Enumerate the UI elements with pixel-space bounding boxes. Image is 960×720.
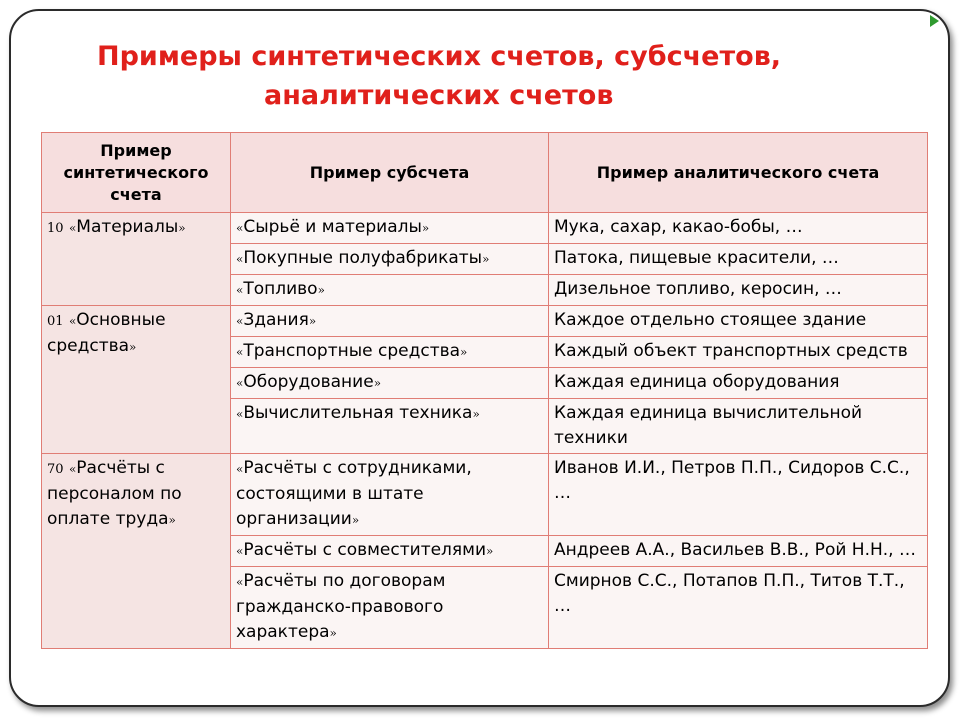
analytic-cell: Патока, пищевые красители, … (549, 244, 928, 275)
title-line-1: Примеры синтетических счетов, субсчетов, (97, 41, 782, 72)
analytic-cell: Андреев А.А., Васильев В.В., Рой Н.Н., … (549, 536, 928, 567)
analytic-cell: Каждый объект транспортных средств (549, 337, 928, 368)
analytic-cell: Дизельное топливо, керосин, … (549, 275, 928, 306)
synthetic-account-cell: 01 «Основные средства» (42, 306, 231, 454)
triangle-bullet-icon (930, 15, 939, 27)
accounts-table (41, 132, 928, 649)
analytic-cell: Иванов И.И., Петров П.П., Сидоров С.С., … (549, 454, 928, 536)
title-line-2: аналитических счетов (264, 80, 614, 111)
subaccount-cell: «Топливо» (231, 275, 549, 306)
synthetic-number: 10 (47, 221, 64, 236)
subaccount-cell: «Расчёты по договорам гражданско-правового характера» (231, 567, 549, 649)
table-row (42, 454, 928, 536)
subaccount-cell: «Сырьё и материалы» (231, 213, 549, 244)
synthetic-number: 70 (47, 462, 64, 477)
analytic-cell: Каждая единица вычислительной техники (549, 399, 928, 454)
analytic-cell: Каждое отдельно стоящее здание (549, 306, 928, 337)
analytic-cell: Смирнов С.С., Потапов П.П., Титов Т.Т., … (549, 567, 928, 649)
synthetic-name: Материалы (76, 217, 179, 237)
header-synthetic: Пример синтетического счета (42, 133, 231, 213)
header-subaccount: Пример субсчета (231, 133, 549, 213)
synthetic-account-cell: 70 «Расчёты с персоналом по оплате труда» (42, 454, 231, 649)
subaccount-cell: «Здания» (231, 306, 549, 337)
synthetic-account-cell: 10 «Материалы» (42, 213, 231, 306)
subaccount-cell: «Вычислительная техника» (231, 399, 549, 454)
synthetic-name: Основные средства (47, 310, 166, 356)
table-row (42, 213, 928, 244)
synthetic-number: 01 (47, 314, 64, 329)
synthetic-name: Расчёты с персоналом по оплате труда (47, 458, 182, 529)
subaccount-cell: «Покупные полуфабрикаты» (231, 244, 549, 275)
table-row (42, 306, 928, 337)
subaccount-cell: «Транспортные средства» (231, 337, 549, 368)
header-analytic: Пример аналитического счета (549, 133, 928, 213)
subaccount-cell: «Расчёты с совместителями» (231, 536, 549, 567)
subaccount-cell: «Расчёты с сотрудниками, состоящими в штате организации» (231, 454, 549, 536)
subaccount-cell: «Оборудование» (231, 368, 549, 399)
analytic-cell: Каждая единица оборудования (549, 368, 928, 399)
analytic-cell: Мука, сахар, какао-бобы, … (549, 213, 928, 244)
